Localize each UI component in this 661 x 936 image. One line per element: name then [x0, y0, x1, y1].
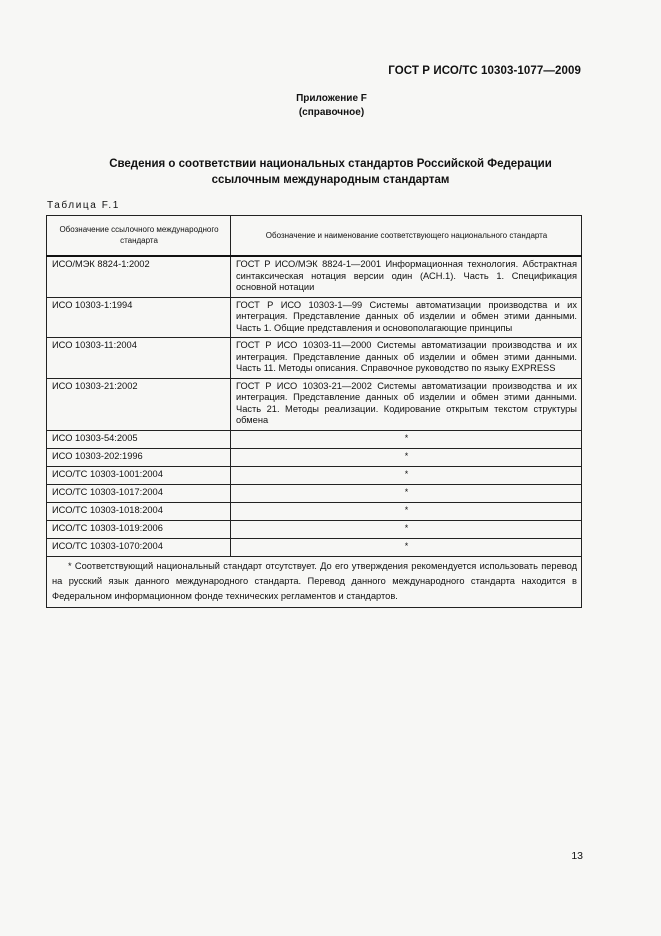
ref-cell: ИСО/ТС 10303-1001:2004 — [47, 466, 231, 484]
national-cell: * — [231, 538, 582, 556]
national-cell: * — [231, 466, 582, 484]
table-row — [47, 378, 582, 430]
ref-cell: ИСО/ТС 10303-1019:2006 — [47, 520, 231, 538]
ref-cell: ИСО 10303-202:1996 — [47, 448, 231, 466]
table-label: Таблица F.1 — [47, 200, 120, 211]
ref-cell: ИСО 10303-21:2002 — [47, 378, 231, 430]
table-header-row — [47, 216, 582, 257]
national-cell: * — [231, 448, 582, 466]
table-row — [47, 448, 582, 466]
national-cell: ГОСТ Р ИСО/МЭК 8824-1—2001 Информационная технология. Абстрактная синтаксическая нотация версии один (АСН.1). Часть 1. Спецификация основной нотации — [231, 256, 582, 297]
national-cell: ГОСТ Р ИСО 10303-11—2000 Системы автоматизации производства и их интеграция. Представление данных об изделии и обмен этими данными. Часть 11. Методы описания. Справочное руководство по языку EXPRESS — [231, 338, 582, 379]
column-header-ref: Обозначение ссылочного международного стандарта — [47, 216, 231, 257]
page-number: 13 — [571, 850, 583, 862]
appendix-type: (справочное) — [298, 107, 365, 118]
section-title — [0, 156, 661, 188]
national-cell: * — [231, 484, 582, 502]
standards-table — [46, 215, 582, 608]
table-row — [47, 538, 582, 556]
table-row — [47, 256, 582, 297]
table-row — [47, 430, 582, 448]
table-row — [47, 520, 582, 538]
ref-cell: ИСО/МЭК 8824-1:2002 — [47, 256, 231, 297]
table-row — [47, 297, 582, 338]
national-cell: * — [231, 520, 582, 538]
national-cell: * — [231, 430, 582, 448]
table-row — [47, 484, 582, 502]
table-row — [47, 466, 582, 484]
national-cell: * — [231, 502, 582, 520]
ref-cell: ИСО 10303-54:2005 — [47, 430, 231, 448]
table-row — [47, 502, 582, 520]
appendix-label: Приложение F — [296, 93, 367, 104]
ref-cell: ИСО 10303-11:2004 — [47, 338, 231, 379]
national-cell: ГОСТ Р ИСО 10303-1—99 Системы автоматизации производства и их интеграция. Представление данных об изделии и обмен этими данными. Часть 1. Общие представления и основополагающие принципы — [231, 297, 582, 338]
appendix-heading — [0, 92, 661, 120]
ref-cell: ИСО/ТС 10303-1018:2004 — [47, 502, 231, 520]
footnote-row — [47, 556, 582, 607]
section-title-line2: ссылочным международным стандартам — [211, 174, 450, 186]
document-code: ГОСТ Р ИСО/ТС 10303-1077—2009 — [388, 65, 581, 77]
column-header-national: Обозначение и наименование соответствующего национального стандарта — [231, 216, 582, 257]
ref-cell: ИСО 10303-1:1994 — [47, 297, 231, 338]
section-title-line1: Сведения о соответствии национальных стандартов Российской Федерации — [109, 158, 552, 170]
table-footnote — [47, 556, 582, 607]
national-cell: ГОСТ Р ИСО 10303-21—2002 Системы автоматизации производства и их интеграция. Представление данных об изделии и обмен этими данными. Часть 21. Методы реализации. Кодирование открытым текстом структуры обмена — [231, 378, 582, 430]
ref-cell: ИСО/ТС 10303-1017:2004 — [47, 484, 231, 502]
table-row — [47, 338, 582, 379]
footnote-text: * Соответствующий национальный стандарт отсутствует. До его утверждения рекомендуется использовать перевод на русский язык данного международного стандарта. Перевод данного международного стандарта находится в Федеральном информационном фонде технических регламентов и стандартов. — [52, 560, 577, 601]
ref-cell: ИСО/ТС 10303-1070:2004 — [47, 538, 231, 556]
